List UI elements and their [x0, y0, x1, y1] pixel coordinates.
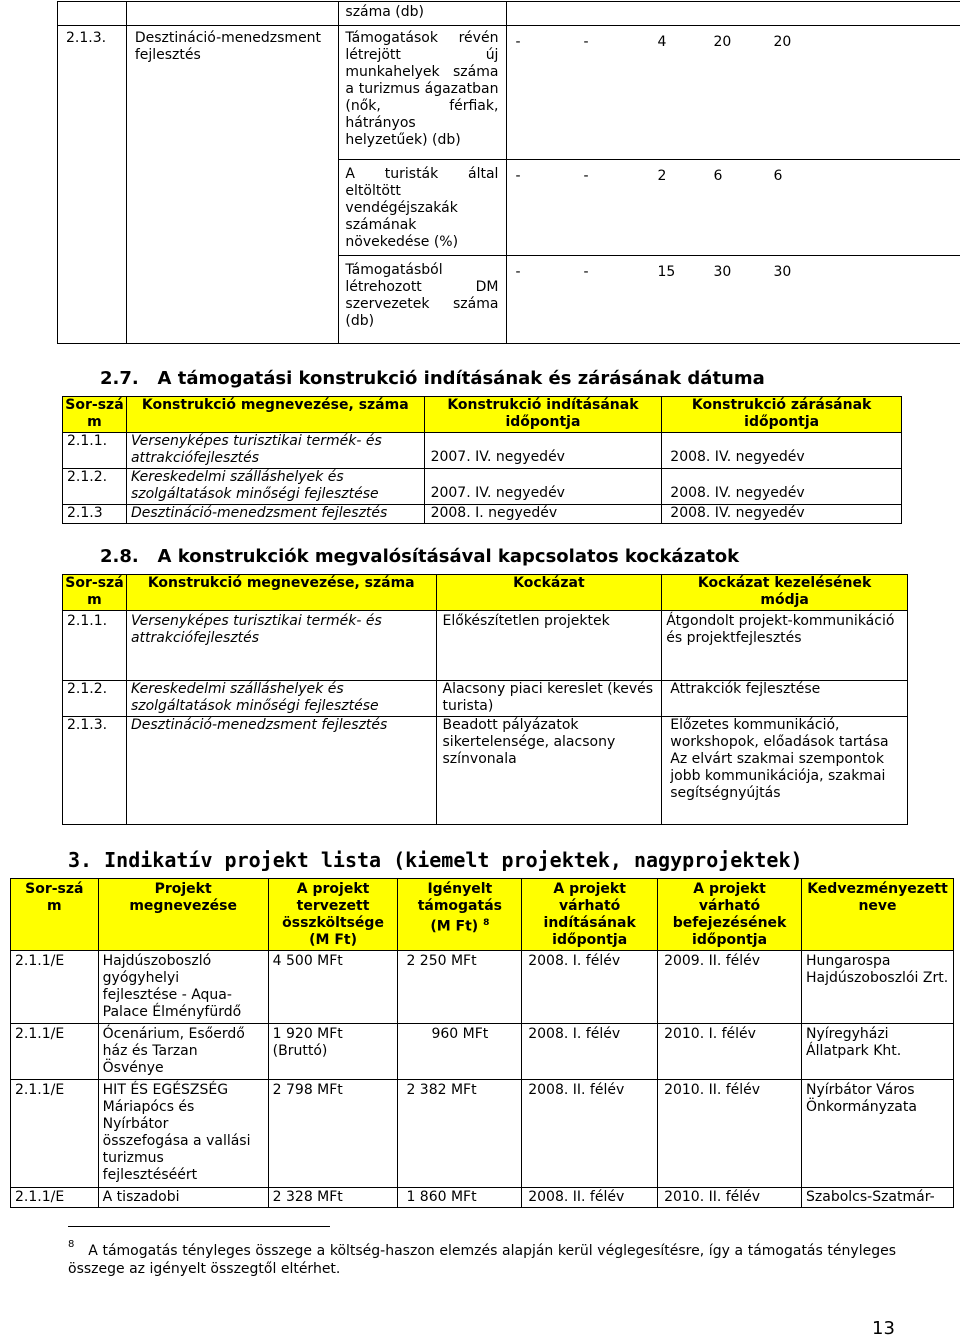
- value-cell: 20: [713, 34, 732, 50]
- value-cell: 6: [773, 168, 783, 184]
- row-name: Hajdúszoboszló gyógyhelyi fejlesztése - Aqua-Palace Élményfürdő: [98, 951, 268, 1024]
- footnote-text: A támogatás tényleges összege a költség-haszon elemzés alapján kerül véglegesítésre, így a támogatás tényleges összege az igényelt összegtől eltérhet.: [68, 1243, 896, 1277]
- header-beneficiary: Kedvezményezett neve: [802, 879, 954, 951]
- row-code: 2.1.1.: [63, 611, 127, 681]
- header-start: A projekt várható indításának időpontja: [522, 879, 658, 951]
- row-name: A tiszadobi: [98, 1188, 268, 1208]
- cell-empty: [507, 2, 960, 26]
- row-code: 2.1.2.: [63, 681, 127, 717]
- row-code: 2.1.1/E: [11, 951, 99, 1024]
- project-list-table: [10, 878, 954, 1208]
- row-risk: Beadott pályázatok sikertelensége, alacsony színvonala: [436, 717, 662, 825]
- row-risk: Előkészítetlen projektek: [436, 611, 662, 681]
- row-grant: 2 382 MFt: [398, 1080, 522, 1188]
- row-end: 2009. II. félév: [658, 951, 802, 1024]
- header-serial: Sor-szám: [11, 879, 99, 951]
- row-code: 2.1.1/E: [11, 1024, 99, 1080]
- value-cell: 30: [773, 264, 792, 280]
- section-title: A konstrukciók megvalósításával kapcsolatos kockázatok: [157, 546, 740, 567]
- header-end: A projekt várható befejezésének időpontja: [658, 879, 802, 951]
- row-start: 2008. I. félév: [522, 951, 658, 1024]
- page-number: 13: [872, 1318, 895, 1339]
- header-grant: [398, 879, 522, 951]
- section-number: 3.: [68, 848, 93, 872]
- row-end: 2008. IV. negyedév: [662, 469, 902, 505]
- header-risk: Kockázat: [436, 575, 662, 611]
- footnote: [68, 1236, 896, 1278]
- row-end: 2008. IV. negyedév: [662, 505, 902, 524]
- value-cell: -: [583, 34, 589, 50]
- value-cell: 2: [657, 168, 667, 184]
- row-handling: Átgondolt projekt-kommunikáció és projektfejlesztés: [662, 611, 908, 681]
- row-name: Versenyképes turisztikai termék- és attrakciófejlesztés: [126, 433, 424, 469]
- row-handling: Előzetes kommunikáció, workshopok, előadások tartása Az elvárt szakmai szempontok jobb kommunikációja, szakmai segítségnyújtás: [662, 717, 908, 825]
- indicator-text: Támogatásból létrehozott DM szervezetek száma (db): [339, 256, 507, 344]
- row-end: 2010. II. félév: [658, 1080, 802, 1188]
- row-end: 2008. IV. negyedév: [662, 433, 902, 469]
- row-beneficiary: Hungarospa Hajdúszoboszlói Zrt.: [802, 951, 954, 1024]
- value-cell: -: [583, 264, 589, 280]
- row-end: 2010. I. félév: [658, 1024, 802, 1080]
- header-name: Konstrukció megnevezése, száma: [126, 397, 424, 433]
- header-name: Konstrukció megnevezése, száma: [126, 575, 436, 611]
- header-fragment: száma (db): [339, 2, 507, 26]
- row-cost: 2 798 MFt: [268, 1080, 398, 1188]
- row-code: 2.1.3.: [58, 26, 127, 344]
- header-cost: A projekt tervezett összköltsége (M Ft): [268, 879, 398, 951]
- row-end: 2010. II. félév: [658, 1188, 802, 1208]
- value-cell: -: [583, 168, 589, 184]
- row-code: 2.1.3.: [63, 717, 127, 825]
- header-start: Konstrukció indításának időpontja: [424, 397, 662, 433]
- row-grant: 1 860 MFt: [398, 1188, 522, 1208]
- header-end: Konstrukció zárásának időpontja: [662, 397, 902, 433]
- value-cell: -: [515, 264, 521, 280]
- row-code: 2.1.3: [63, 505, 127, 524]
- header-grant-text: Igényelt támogatás (M Ft): [417, 881, 502, 935]
- footnote-number: 8: [68, 1239, 75, 1250]
- section-2-7-heading: [100, 368, 765, 389]
- indicator-values: [507, 26, 960, 160]
- value-cell: 30: [713, 264, 732, 280]
- section-3-heading: [68, 848, 803, 872]
- row-code: 2.1.1.: [63, 433, 127, 469]
- row-start: 2007. IV. negyedév: [424, 433, 662, 469]
- indicator-table: [57, 1, 960, 345]
- section-title: Indikatív projekt lista (kiemelt projektek, nagyprojektek): [104, 848, 803, 872]
- row-name: Ócenárium, Esőerdő ház és Tarzan Ösvénye: [98, 1024, 268, 1080]
- row-cost: 1 920 MFt (Bruttó): [268, 1024, 398, 1080]
- row-beneficiary: Nyíregyházi Állatpark Kht.: [802, 1024, 954, 1080]
- indicator-text: A turisták által eltöltött vendégéjszakák számának növekedése (%): [339, 160, 507, 256]
- value-cell: 6: [713, 168, 723, 184]
- row-name: Desztináció-menedzsment fejlesztés: [126, 717, 436, 825]
- row-cost: 2 328 MFt: [268, 1188, 398, 1208]
- row-start: 2008. I. negyedév: [424, 505, 662, 524]
- header-serial: Sor-szám: [63, 397, 127, 433]
- row-code: 2.1.1/E: [11, 1188, 99, 1208]
- construction-dates-table: [62, 396, 902, 524]
- row-name: Desztináció-menedzsment fejlesztés: [126, 26, 339, 344]
- row-cost: 4 500 MFt: [268, 951, 398, 1024]
- footnote-ref: 8: [483, 918, 490, 928]
- value-cell: -: [515, 168, 521, 184]
- section-number: 2.8.: [100, 546, 139, 567]
- row-code: 2.1.1/E: [11, 1080, 99, 1188]
- row-grant: 2 250 MFt: [398, 951, 522, 1024]
- row-name: Versenyképes turisztikai termék- és attrakciófejlesztés: [126, 611, 436, 681]
- row-name: Kereskedelmi szálláshelyek és szolgáltatások minőségi fejlesztése: [126, 681, 436, 717]
- footnote-separator: [68, 1226, 330, 1227]
- indicator-text: Támogatások révén létrejött új munkahelyek száma a turizmus ágazatban (nők, férfiak, hátrányos helyzetűek) (db): [339, 26, 507, 160]
- risks-table: [62, 574, 908, 825]
- value-cell: 15: [657, 264, 676, 280]
- value-cell: 4: [657, 34, 667, 50]
- row-name: HIT ÉS EGÉSZSÉG Máriapócs és Nyírbátor összefogása a vallási turizmus fejlesztéséért: [98, 1080, 268, 1188]
- row-start: 2008. II. félév: [522, 1080, 658, 1188]
- row-name: Kereskedelmi szálláshelyek és szolgáltatások minőségi fejlesztése: [126, 469, 424, 505]
- row-code: 2.1.2.: [63, 469, 127, 505]
- section-2-8-heading: [100, 546, 739, 567]
- row-risk: Alacsony piaci kereslet (kevés turista): [436, 681, 662, 717]
- section-title: A támogatási konstrukció indításának és zárásának dátuma: [157, 368, 765, 389]
- header-serial: Sor-szám: [63, 575, 127, 611]
- indicator-values: [507, 160, 960, 256]
- header-project-name: Projekt megnevezése: [98, 879, 268, 951]
- row-beneficiary: Szabolcs-Szatmár-: [802, 1188, 954, 1208]
- row-handling: Attrakciók fejlesztése: [662, 681, 908, 717]
- header-handling: Kockázat kezelésének módja: [662, 575, 908, 611]
- value-cell: -: [515, 34, 521, 50]
- cell-empty: [58, 2, 127, 26]
- section-number: 2.7.: [100, 368, 139, 389]
- row-name: Desztináció-menedzsment fejlesztés: [126, 505, 424, 524]
- value-cell: 20: [773, 34, 792, 50]
- row-start: 2008. I. félév: [522, 1024, 658, 1080]
- row-start: 2007. IV. negyedév: [424, 469, 662, 505]
- cell-empty: [126, 2, 339, 26]
- indicator-values: [507, 256, 960, 344]
- row-grant: 960 MFt: [398, 1024, 522, 1080]
- row-start: 2008. II. félév: [522, 1188, 658, 1208]
- row-beneficiary: Nyírbátor Város Önkormányzata: [802, 1080, 954, 1188]
